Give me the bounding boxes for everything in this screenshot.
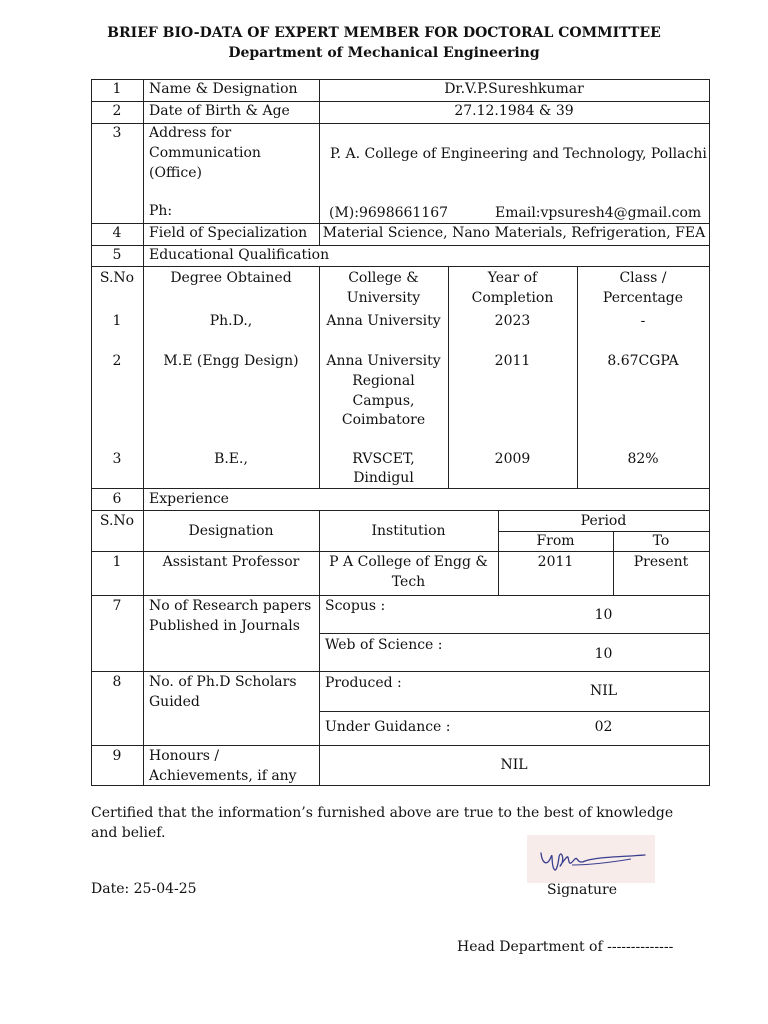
guidance-label: Under Guidance : bbox=[325, 719, 451, 735]
edu-header-class-line2: Percentage bbox=[602, 290, 684, 306]
row-number: 5 bbox=[112, 247, 122, 263]
certification-line2: and belief. bbox=[91, 825, 166, 841]
exp-to: Present bbox=[633, 554, 689, 570]
produced-value: NIL bbox=[589, 683, 618, 699]
edu-college-line2: Dindigul bbox=[353, 470, 414, 486]
name-value: Dr.V.P.Sureshkumar bbox=[444, 81, 584, 97]
edu-degree: M.E (Engg Design) bbox=[163, 353, 299, 369]
department-subtitle: Department of Mechanical Engineering bbox=[228, 45, 540, 61]
edu-header-year-line1: Year of bbox=[487, 270, 538, 286]
edu-college: Anna University bbox=[326, 313, 441, 329]
address-label-line3: (Office) bbox=[149, 165, 202, 181]
edu-sno: 2 bbox=[112, 353, 122, 369]
edu-college-line2: Regional bbox=[352, 373, 415, 389]
mobile-number: (M):9698661167 bbox=[329, 205, 449, 221]
exp-header-designation: Designation bbox=[188, 523, 274, 539]
exp-header-sno: S.No bbox=[99, 513, 135, 529]
signature-label: Signature bbox=[547, 882, 618, 898]
exp-institution-line1: P A College of Engg & bbox=[329, 554, 488, 570]
wos-value: 10 bbox=[594, 646, 613, 662]
name-label: Name & Designation bbox=[149, 81, 298, 97]
exp-header-period: Period bbox=[580, 513, 627, 529]
exp-designation: Assistant Professor bbox=[162, 554, 300, 570]
scopus-value: 10 bbox=[594, 607, 613, 623]
specialization-value: Material Science, Nano Materials, Refrigeration, FEA bbox=[322, 225, 706, 241]
exp-institution-line2: Tech bbox=[391, 574, 426, 590]
edu-degree: B.E., bbox=[214, 451, 248, 467]
edu-degree: Ph.D., bbox=[209, 313, 253, 329]
dob-value: 27.12.1984 & 39 bbox=[454, 103, 574, 119]
row-number: 7 bbox=[112, 598, 122, 614]
papers-label-line1: No of Research papers bbox=[149, 598, 312, 614]
exp-header-from: From bbox=[536, 533, 575, 549]
produced-label: Produced : bbox=[325, 675, 402, 691]
address-label-line1: Address for bbox=[149, 125, 232, 141]
edu-college-line1: Anna University bbox=[326, 353, 441, 369]
edu-year: 2011 bbox=[494, 353, 531, 369]
date-text: Date: 25-04-25 bbox=[91, 881, 197, 897]
edu-year: 2023 bbox=[494, 313, 531, 329]
edu-college-line1: RVSCET, bbox=[352, 451, 415, 467]
experience-label: Experience bbox=[149, 491, 229, 507]
row-number: 3 bbox=[112, 125, 122, 141]
edu-header-class-line1: Class / bbox=[619, 270, 667, 286]
scopus-label: Scopus : bbox=[325, 598, 386, 614]
scholars-label-line1: No. of Ph.D Scholars bbox=[149, 674, 297, 690]
edu-college-line4: Coimbatore bbox=[341, 412, 426, 428]
email-address: Email:vpsuresh4@gmail.com bbox=[495, 205, 702, 221]
row-number: 4 bbox=[112, 225, 122, 241]
edu-class: 82% bbox=[627, 451, 659, 467]
signature-image bbox=[527, 835, 655, 883]
document-title: BRIEF BIO-DATA OF EXPERT MEMBER FOR DOCTORAL COMMITTEE bbox=[107, 25, 661, 41]
scholars-label-line2: Guided bbox=[149, 694, 200, 710]
edu-sno: 3 bbox=[112, 451, 122, 467]
papers-label-line2: Published in Journals bbox=[149, 618, 300, 634]
edu-header-college-line1: College & bbox=[348, 270, 419, 286]
edu-college-line3: Campus, bbox=[352, 393, 415, 409]
honours-value: NIL bbox=[500, 757, 528, 773]
row-number: 6 bbox=[112, 491, 122, 507]
edu-year: 2009 bbox=[494, 451, 531, 467]
edu-header-sno: S.No bbox=[99, 270, 135, 286]
head-department-line: Head Department of -------------- bbox=[457, 939, 674, 955]
exp-header-to: To bbox=[652, 533, 670, 549]
edu-class: 8.67CGPA bbox=[607, 353, 679, 369]
address-label-line2: Communication bbox=[149, 145, 261, 161]
guidance-value: 02 bbox=[594, 719, 613, 735]
edu-header-degree: Degree Obtained bbox=[170, 270, 292, 286]
exp-from: 2011 bbox=[537, 554, 574, 570]
edu-header-year-line2: Completion bbox=[471, 290, 554, 306]
honours-label-line2: Achievements, if any bbox=[149, 768, 297, 784]
row-number: 1 bbox=[112, 81, 122, 97]
dob-label: Date of Birth & Age bbox=[149, 103, 290, 119]
honours-label-line1: Honours / bbox=[149, 748, 220, 764]
education-label: Educational Qualification bbox=[149, 247, 330, 263]
edu-class: - bbox=[640, 313, 646, 329]
row-number: 8 bbox=[112, 674, 122, 690]
exp-header-institution: Institution bbox=[371, 523, 446, 539]
exp-sno: 1 bbox=[112, 554, 122, 570]
phone-label: Ph: bbox=[149, 203, 173, 219]
edu-sno: 1 bbox=[112, 313, 122, 329]
row-number: 9 bbox=[112, 748, 122, 764]
address-value: P. A. College of Engineering and Technology, Pollachi bbox=[330, 146, 707, 162]
certification-line1: Certified that the information’s furnished above are true to the best of knowledge bbox=[91, 805, 674, 821]
wos-label: Web of Science : bbox=[325, 637, 443, 653]
edu-header-college-line2: University bbox=[346, 290, 421, 306]
specialization-label: Field of Specialization bbox=[149, 225, 308, 241]
row-number: 2 bbox=[112, 103, 122, 119]
